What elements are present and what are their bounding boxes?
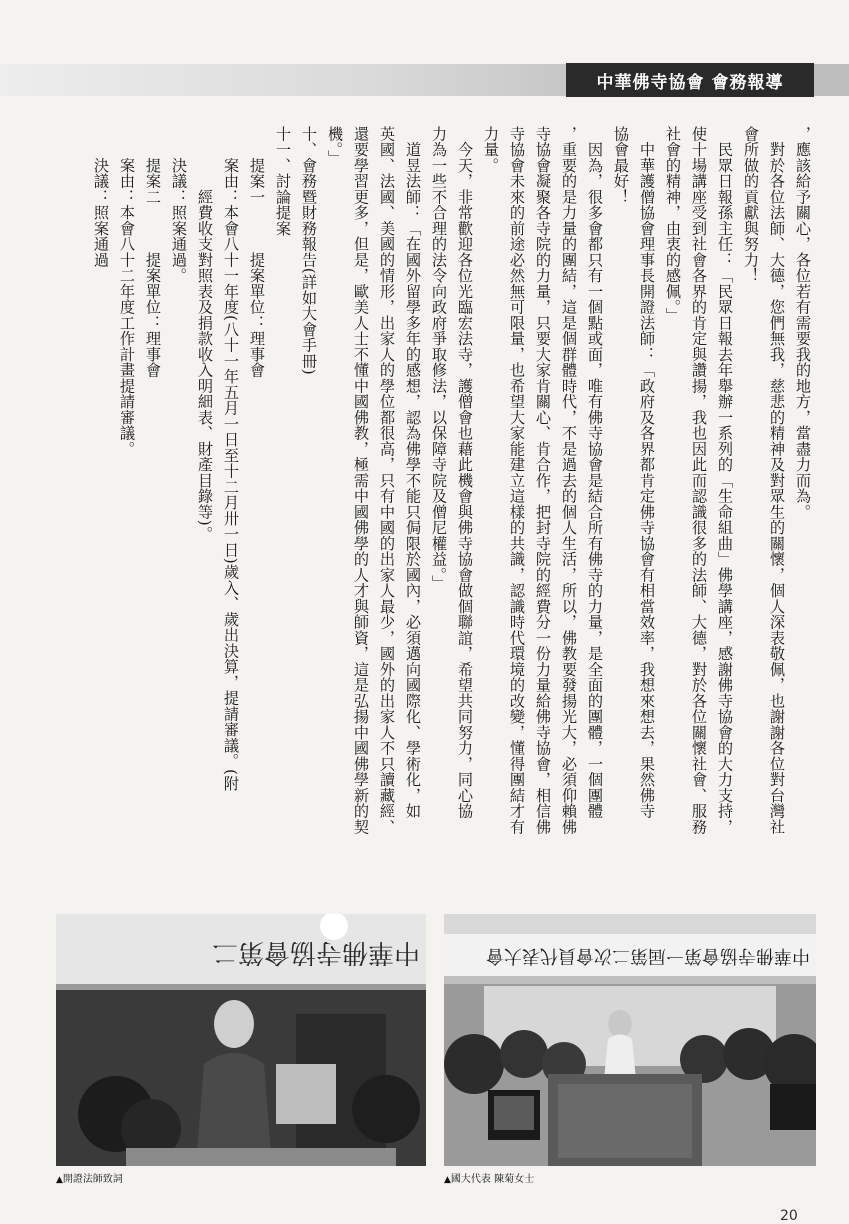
text-column: 十、會務暨財務報告(詳如大會手冊) — [300, 126, 318, 376]
caption-left — [56, 1170, 123, 1185]
caption-left-text: 開證法師致詞 — [62, 1174, 123, 1185]
text-column: 案由：本會八十二年度工作計畫提請審議。 — [118, 126, 136, 457]
text-column: 案由：本會八十一年度(八十一年五月一日至十二月卅一日)歲入、歲出決算，提請審議。(附 — [222, 126, 240, 792]
body-text — [46, 126, 816, 892]
text-column: ，應該給予關心，各位若有需要我的地方，當盡力而為。 — [794, 126, 812, 520]
section-title: 中華佛寺協會 會務報導 — [566, 63, 814, 97]
right-photo-banner-text: 中華佛寺協會第一屆第二次會員代表大會 — [486, 945, 810, 966]
text-column: 對於各位法師、大德，您們無我，慈悲的精神及對眾生的關懷，個人深表敬佩，也謝謝各位對台灣社 — [768, 126, 786, 835]
text-column: 使十場講座受到社會各界的肯定與讚揚，我也因此而認識很多的法師、大德，對於各位關懷社會、服務 — [690, 126, 708, 835]
text-column: 決議：照案通過 — [92, 126, 110, 268]
page-number: 20 — [780, 1208, 798, 1224]
caption-right — [444, 1170, 534, 1185]
text-column: ，重要的是力量的團結，這是個群體時代，不是過去的個人生活，所以，佛教要發揚光大，必須仰賴佛 — [560, 126, 578, 835]
text-column: 還要學習更多，但是，歐美人士不懂中國佛教，極需中國佛學的人才與師資，這是弘揚中國佛學新的契 — [352, 126, 370, 835]
text-column: 會所做的貢獻與努力！ — [742, 126, 760, 284]
text-column: 寺協會未來的前途必然無可限量，也希望大家能建立這樣的共識，認識時代環境的改變，懂得團結才有 — [508, 126, 526, 835]
text-column: 社會的精神，由衷的感佩。」 — [664, 126, 682, 324]
triangle-icon: ▲ — [444, 1175, 451, 1185]
photo-speaker — [56, 914, 426, 1166]
text-column: 民眾日報孫主任：「民眾日報去年舉辦一系列的「生命組曲」佛學講座，感謝佛寺協會的大力支持， — [716, 126, 734, 835]
caption-right-text: 國大代表 陳菊女士 — [450, 1174, 535, 1185]
text-column: 寺協會凝聚各寺院的力量，只要大家肯關心、肯合作，把封寺院的經費分一份力量給佛寺協會，相信佛 — [534, 126, 552, 835]
photo-meeting — [444, 914, 816, 1166]
text-column: 機。」 — [326, 126, 344, 166]
text-column: 提案二 提案單位：理事會 — [144, 126, 162, 378]
text-column: 道昱法師：「在國外留學多年的感想，認為佛學不能只侷限於國內，必須邁向國際化、學術化，如 — [404, 126, 422, 819]
text-column: 經費收支對照表及捐款收入明細表、財產目錄等)。 — [196, 126, 214, 542]
text-column: 協會最好！ — [612, 126, 630, 205]
left-photo-banner-text: 中華佛寺協會第二 — [211, 937, 420, 967]
text-column: 力為一些不合理的法令向政府爭取修法，以保障寺院及僧尼權益。」 — [430, 126, 448, 591]
triangle-icon: ▲ — [56, 1175, 63, 1185]
text-column: 提案一 提案單位：理事會 — [248, 126, 266, 378]
text-column: 決議：照案通過。 — [170, 126, 188, 284]
text-column: 今天，非常歡迎各位光臨宏法寺，護僧會也藉此機會與佛寺協會做個聯誼，希望共同努力，同心協 — [456, 126, 474, 819]
text-column: 英國、法國、美國的情形，出家人的學位都很高，只有中國的出家人最少，國外的出家人不只讀藏經、 — [378, 126, 396, 835]
text-column: 十一、討論提案 — [274, 126, 292, 237]
text-column: 中華護僧協會理事長開證法師：「政府及各界都肯定佛寺協會有相當效率，我想來想去，果然佛寺 — [638, 126, 656, 819]
text-column: 力量。 — [482, 126, 500, 174]
text-column: 因為，很多會都只有一個點或面，唯有佛寺協會是結合所有佛寺的力量，是全面的團體，一個團體 — [586, 126, 604, 819]
